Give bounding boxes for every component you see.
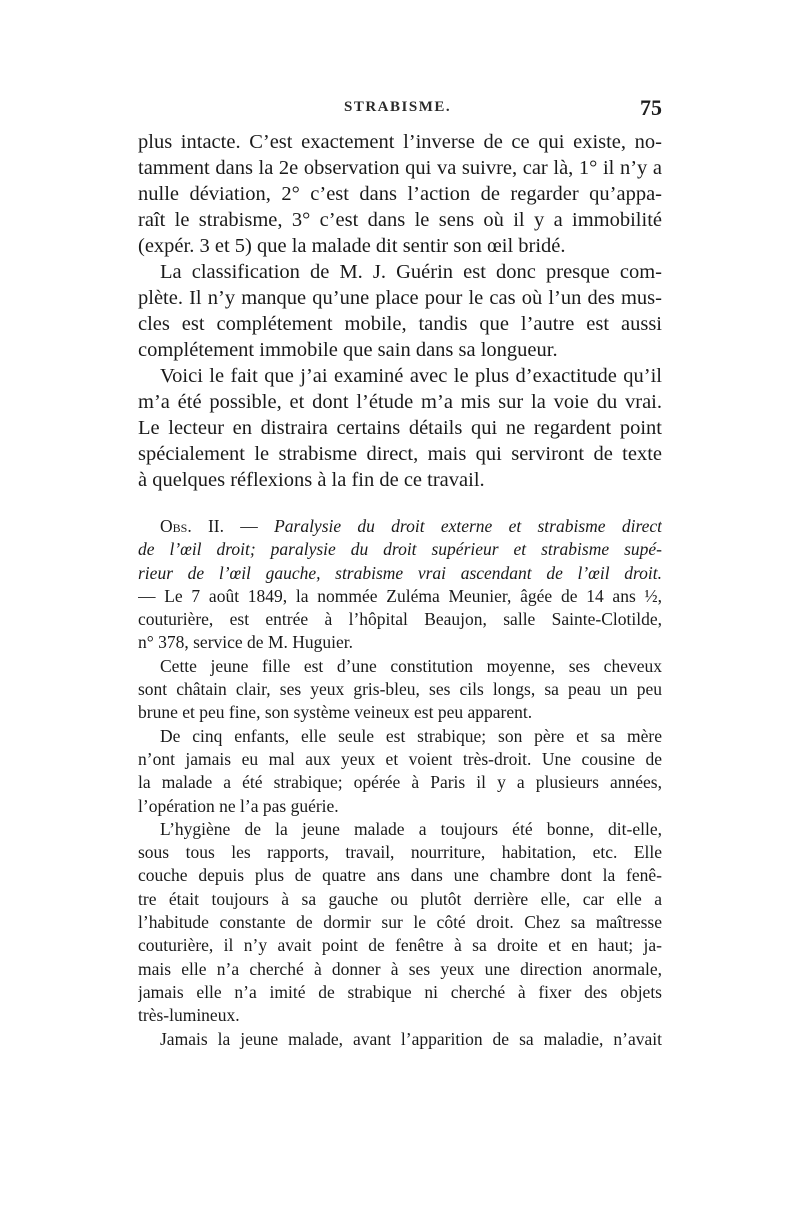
observation-line: brune et peu fine, son système veineux est peu apparent. <box>138 702 533 723</box>
observation-line: l’opération ne l’a pas guérie. <box>138 795 339 816</box>
observation-line: tre était toujours à sa gauche ou plutôt derrière elle, car elle a <box>138 888 662 909</box>
observation-line: — Le 7 août 1849, la nommée Zuléma Meunier, âgée de 14 ans ½, <box>138 585 662 606</box>
observation-line: couturière, il n’y avait point de fenêtre à sa droite et en haut; ja- <box>138 935 662 956</box>
observation-line: n° 378, service de M. Huguier. <box>138 632 354 653</box>
page-header <box>138 97 662 123</box>
text-line: spécialement le strabisme direct, mais qui serviront de texte <box>138 443 662 465</box>
observation-line: Jamais la jeune malade, avant l’apparition de sa maladie, n’avait <box>160 1028 662 1049</box>
text-line: raît le strabisme, 3° c’est dans le sens où il y a immobilité <box>138 209 662 231</box>
observation-title-line: de l’œil droit; paralysie du droit supérieur et strabisme supé- <box>138 539 662 560</box>
observation-line: l’habitude constante de dormir sur le côté droit. Chez sa maîtresse <box>138 912 662 933</box>
observation-line: n’ont jamais eu mal aux yeux et voient très-droit. Une cousine de <box>138 748 662 769</box>
book-page <box>138 97 662 1051</box>
observation-line: couturière, est entrée à l’hôpital Beaujon, salle Sainte-Clotilde, <box>138 609 662 630</box>
text-line: Le lecteur en distraira certains détails qui ne regardent point <box>138 417 662 439</box>
observation-title: Paralysie du droit externe et strabisme direct <box>274 516 662 536</box>
text-line: m’a été possible, et dont l’étude m’a mis sur la voie du vrai. <box>138 391 662 413</box>
observation-title-line: rieur de l’œil gauche, strabisme vrai ascendant de l’œil droit. <box>138 562 662 583</box>
observation-line: Cette jeune fille est d’une constitution moyenne, ses cheveux <box>160 655 662 676</box>
observation-dash: — <box>240 516 258 536</box>
observation-line: L’hygiène de la jeune malade a toujours été bonne, dit-elle, <box>160 818 662 839</box>
text-line: à quelques réflexions à la fin de ce travail. <box>138 469 485 491</box>
observation-line: sous tous les rapports, travail, nourriture, habitation, etc. Elle <box>138 842 662 863</box>
main-text <box>138 129 662 493</box>
observation-line: très-lumineux. <box>138 1005 240 1026</box>
observation-line: la malade a été strabique; opérée à Paris il y a plusieurs années, <box>138 772 662 793</box>
text-line: La classification de M. J. Guérin est donc presque com- <box>160 261 662 283</box>
page-number: 75 <box>640 95 662 120</box>
text-line: tamment dans la 2e observation qui va suivre, car là, 1° il n’y a <box>138 157 662 179</box>
text-line: plète. Il n’y manque qu’une place pour le cas où l’un des mus- <box>138 287 662 309</box>
section-gap <box>138 493 662 515</box>
observation-line: jamais elle n’a imité de strabique ni cherché à fixer des objets <box>138 981 662 1002</box>
text-line: cles est complétement mobile, tandis que l’autre est aussi <box>138 313 662 335</box>
text-line: Voici le fait que j’ai examiné avec le plus d’exactitude qu’il <box>160 365 662 387</box>
text-line: complétement immobile que sain dans sa longueur. <box>138 339 558 361</box>
text-line: plus intacte. C’est exactement l’inverse de ce qui existe, no- <box>138 131 662 153</box>
text-line: nulle déviation, 2° c’est dans l’action de regarder qu’appa- <box>138 183 662 205</box>
observation-section <box>138 515 662 1051</box>
running-title: STRABISME. <box>344 99 452 115</box>
observation-label: Obs. II. <box>160 516 224 536</box>
observation-line: De cinq enfants, elle seule est strabique; son père et sa mère <box>160 725 662 746</box>
observation-line: mais elle n’a cherché à donner à ses yeux une direction anormale, <box>138 958 662 979</box>
text-line: (expér. 3 et 5) que la malade dit sentir son œil bridé. <box>138 235 566 257</box>
observation-heading-line <box>138 515 662 538</box>
observation-line: sont châtain clair, ses yeux gris-bleu, ses cils longs, sa peau un peu <box>138 679 662 700</box>
observation-line: couche depuis plus de quatre ans dans une chambre dont la fenê- <box>138 865 662 886</box>
